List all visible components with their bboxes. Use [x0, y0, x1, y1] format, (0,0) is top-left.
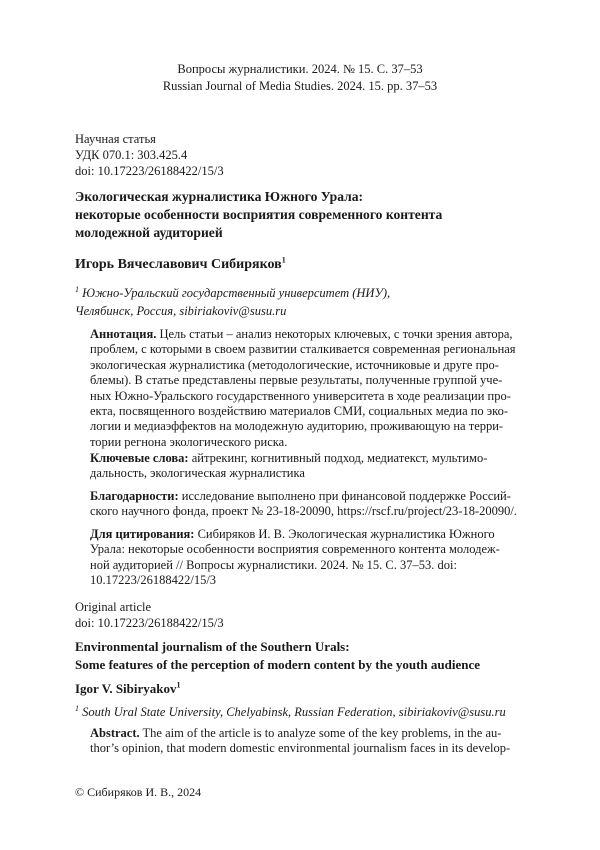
keywords-ru-label: Ключевые слова: — [90, 451, 189, 465]
affiliation-ru — [75, 284, 530, 320]
abstract-ru-line-6: екта, посвященного воздействию материалов СМИ, социальных медиа по эко- — [90, 404, 509, 419]
author-ru-sup: 1 — [281, 255, 286, 265]
author-en-name: Igor V. Sibiryakov — [75, 681, 177, 696]
abstract-en — [90, 726, 530, 757]
abstract-en-line-2: thor’s opinion, that modern domestic environmental journalism faces in its develop- — [90, 741, 511, 756]
citation-ru-line-1: Сибиряков И. В. Экологическая журналистика Южного — [194, 527, 495, 541]
abstract-ru — [90, 327, 530, 450]
doi-en: doi: 10.17223/26188422/15/3 — [75, 616, 224, 630]
journal-header-en: Russian Journal of Media Studies. 2024. 15. pp. 37–53 — [162, 79, 438, 93]
keywords-ru-line-1: айтрекинг, когнитивный подход, медиатекст, мультимо- — [188, 451, 488, 465]
affiliation-ru-line-1: Южно-Уральский государственный университет (НИУ), — [82, 286, 391, 300]
citation-ru-line-4: 10.17223/26188422/15/3 — [90, 573, 217, 588]
abstract-ru-line-3: экологическая журналистика (методологические, источниковые и друге про- — [90, 357, 499, 372]
citation-ru — [90, 527, 530, 589]
doi-ru: doi: 10.17223/26188422/15/3 — [75, 164, 224, 178]
title-ru-line-2: некоторые особенности восприятия современного контента — [75, 207, 443, 222]
affiliation-ru-sup: 1 — [75, 284, 79, 294]
article-title-en — [75, 638, 545, 674]
abstract-ru-line-5: ных Южно-Уральского государственного университета в ходе реализации про- — [90, 388, 511, 403]
keywords-ru — [90, 451, 530, 482]
abstract-ru-label: Аннотация. — [90, 327, 157, 341]
abstract-ru-line-4: блемы). В статье представлены первые результаты, полученные группой уче- — [90, 373, 503, 388]
abstract-ru-line-8: тории регнона экологического риска. — [90, 434, 288, 449]
acknowledgements-ru-label: Благодарности: — [90, 489, 179, 503]
author-en-sup: 1 — [176, 680, 181, 690]
acknowledgements-ru-line-1: исследование выполнено при финансовой поддержке Россий- — [178, 489, 511, 503]
author-ru — [75, 257, 530, 273]
abstract-ru-line-2: проблем, с которыми в своем развитии сталкивается современная региональная — [90, 342, 516, 357]
title-ru-line-3: молодежной аудиторией — [75, 225, 223, 240]
citation-ru-label: Для цитирования: — [90, 527, 195, 541]
article-type-ru: Научная статья — [75, 132, 156, 146]
affiliation-en-sup: 1 — [75, 703, 79, 713]
abstract-ru-line-7: логии и медиаэффектов на молодежную аудиторию, проживающую на терри- — [90, 419, 504, 434]
citation-ru-line-3: ной аудиторией // Вопросы журналистики. 2024. № 15. С. 37–53. doi: — [90, 557, 457, 572]
abstract-en-label: Abstract. — [90, 726, 140, 740]
article-title-ru — [75, 188, 530, 242]
abstract-en-line-1: The aim of the article is to analyze some of the key problems, in the au- — [139, 726, 502, 740]
title-ru-line-1: Экологическая журналистика Южного Урала: — [75, 189, 364, 204]
affiliation-en — [75, 703, 545, 721]
author-en — [75, 681, 530, 697]
article-type-en: Original article — [75, 600, 152, 614]
journal-header-ru: Вопросы журналистики. 2024. № 15. С. 37–53 — [177, 62, 423, 76]
acknowledgements-ru-line-2: ского научного фонда, проект № 23-18-20090, https://rscf.ru/project/23-18-20090/. — [90, 504, 517, 519]
abstract-ru-line-1: Цель статьи – анализ некоторых ключевых, с точки зрения автора, — [156, 327, 513, 341]
acknowledgements-ru — [90, 489, 530, 520]
copyright-footer: © Сибиряков И. В., 2024 — [75, 785, 202, 799]
author-ru-name: Игорь Вячеславович Сибиряков — [75, 257, 282, 272]
affiliation-en-text: South Ural State University, Chelyabinsk, Russian Federation, sibiriakoviv@susu.ru — [82, 705, 506, 719]
affiliation-ru-line-2: Челябинск, Россия, sibiriakoviv@susu.ru — [75, 304, 287, 318]
title-en-line-2: Some features of the perception of modern content by the youth audience — [75, 657, 481, 672]
title-en-line-1: Environmental journalism of the Southern Urals: — [75, 639, 350, 654]
article-meta-en — [75, 599, 530, 631]
citation-ru-line-2: Урала: некоторые особенности восприятия современного контента молодеж- — [90, 542, 500, 557]
keywords-ru-line-2: дальность, экологическая журналистика — [90, 466, 305, 481]
article-meta-ru — [75, 131, 530, 179]
udk-code: УДК 070.1: 303.425.4 — [75, 148, 188, 162]
